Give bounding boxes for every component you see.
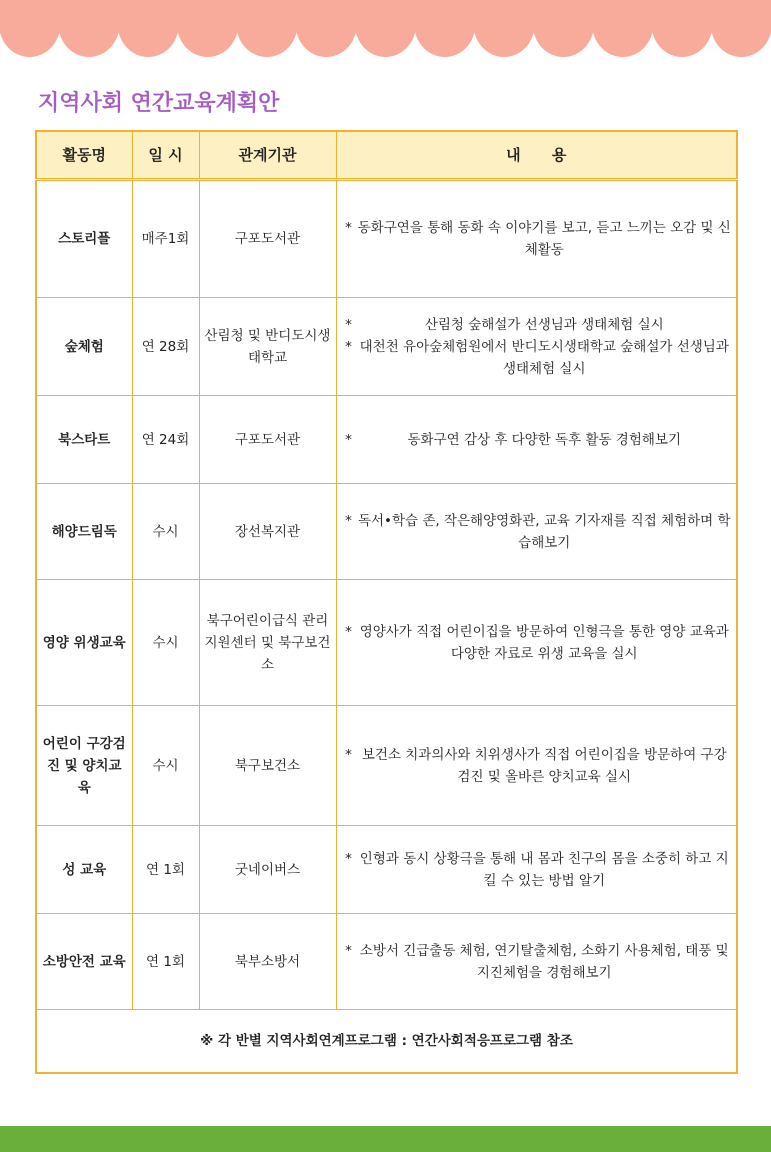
content-bullet [341,217,733,261]
activity-name: 어린이 구강검진 및 양치교육 [36,706,132,826]
bullet-text: 동화구연 감상 후 다양한 독후 활동 경험해보기 [407,431,682,448]
table-row [36,180,737,298]
activity-name: 북스타트 [36,396,132,484]
bullet-text: 독서•학습 존, 작은해양영화관, 교육 기자재를 직접 체험하며 학습해보기 [357,512,731,551]
activity-name: 소방안전 교육 [36,914,132,1010]
content-bullet [341,429,733,451]
content-bullet [341,940,733,984]
schedule: 수시 [132,706,199,826]
content-bullet [341,621,733,665]
bullet-mark: * [345,220,352,236]
agency: 굿네이버스 [199,826,336,914]
activity-content [336,180,737,298]
content-bullet [341,510,733,554]
activity-content [336,914,737,1010]
bullet-text: 영양사가 직접 어린이집을 방문하여 인형극을 통한 영양 교육과 다양한 자료로 위생 교육을 실시 [359,623,729,662]
scallop-bump [651,0,712,57]
header-activity-name: 활동명 [36,131,132,180]
scallop-bump [473,0,534,57]
activity-name: 스토리플 [36,180,132,298]
scallop-bump [177,0,238,57]
activity-name: 숲체험 [36,298,132,396]
content-bullet [341,744,733,788]
activity-content [336,298,737,396]
content-bullet [341,314,733,336]
scallop-bump [118,0,179,57]
activity-name: 영양 위생교육 [36,580,132,706]
table-row [36,914,737,1010]
schedule: 연 1회 [132,914,199,1010]
bullet-mark: * [345,850,352,867]
schedule: 연 24회 [132,396,199,484]
schedule: 수시 [132,580,199,706]
bullet-mark: * [345,623,352,640]
agency: 북부소방서 [199,914,336,1010]
table-row [36,580,737,706]
bullet-mark: * [345,431,352,448]
page-title: 지역사회 연간교육계획안 [38,91,280,116]
activity-name: 해양드림독 [36,484,132,580]
bullet-mark: * [345,942,352,959]
agency: 구포도서관 [199,396,336,484]
footer-green-bar [0,1126,771,1152]
table-row [36,706,737,826]
header-agency: 관계기관 [199,131,336,180]
activity-content [336,706,737,826]
bullet-text: 산림청 숲해설가 선생님과 생태체험 실시 [424,316,664,333]
agency: 구포도서관 [199,180,336,298]
bullet-mark: * [345,746,352,763]
table-row [36,826,737,914]
table-row [36,396,737,484]
scallop-bump [236,0,297,57]
schedule: 연 1회 [132,826,199,914]
agency: 장선복지관 [199,484,336,580]
table-header-row [36,131,737,180]
activity-name: 성 교육 [36,826,132,914]
bullet-text: 동화구연을 통해 동화 속 이야기를 보고, 듣고 느끼는 오감 및 신체활동 [357,220,731,258]
header-schedule: 일 시 [132,131,199,180]
bullet-text: 보건소 치과의사와 치위생사가 직접 어린이집을 방문하여 구강검진 및 올바른 양치교육 실시 [361,746,727,785]
schedule: 매주1회 [132,180,199,298]
bullet-text: 인형과 동시 상황극을 통해 내 몸과 친구의 몸을 소중히 하고 지킬 수 있는 방법 알기 [359,850,729,889]
bullet-mark: * [345,316,352,333]
scallop-bump [711,0,771,57]
scallop-bump [533,0,594,57]
agency: 산림청 및 반디도시생태학교 [199,298,336,396]
scallop-header-decoration [0,0,771,60]
content-bullet [341,336,733,380]
schedule: 수시 [132,484,199,580]
scallop-bump [296,0,357,57]
bullet-mark: * [345,338,352,355]
table-note-row [36,1010,737,1074]
table-row [36,298,737,396]
scallop-bump [0,0,60,57]
agency: 북구보건소 [199,706,336,826]
scallop-bump [355,0,416,57]
scallop-bump [592,0,653,57]
activity-content [336,396,737,484]
activity-content [336,484,737,580]
agency: 북구어린이급식 관리지원센터 및 북구보건소 [199,580,336,706]
header-content: 내 용 [336,131,737,180]
schedule: 연 28회 [132,298,199,396]
scallop-bump [414,0,475,57]
scallop-bump [58,0,119,57]
activity-content [336,826,737,914]
bullet-text: 대천천 유아숲체험원에서 반디도시생태학교 숲해설가 선생님과 생태체험 실시 [359,338,729,377]
bullet-text: 소방서 긴급출동 체험, 연기탈출체험, 소화기 사용체험, 태풍 및 지진체험을 경험해보기 [359,942,729,981]
bullet-mark: * [345,512,352,529]
content-bullet [341,848,733,892]
table-note: ※ 각 반별 지역사회연계프로그램 : 연간사회적응프로그램 참조 [36,1010,737,1074]
education-plan-table [35,130,738,1074]
activity-content [336,580,737,706]
table-row [36,484,737,580]
